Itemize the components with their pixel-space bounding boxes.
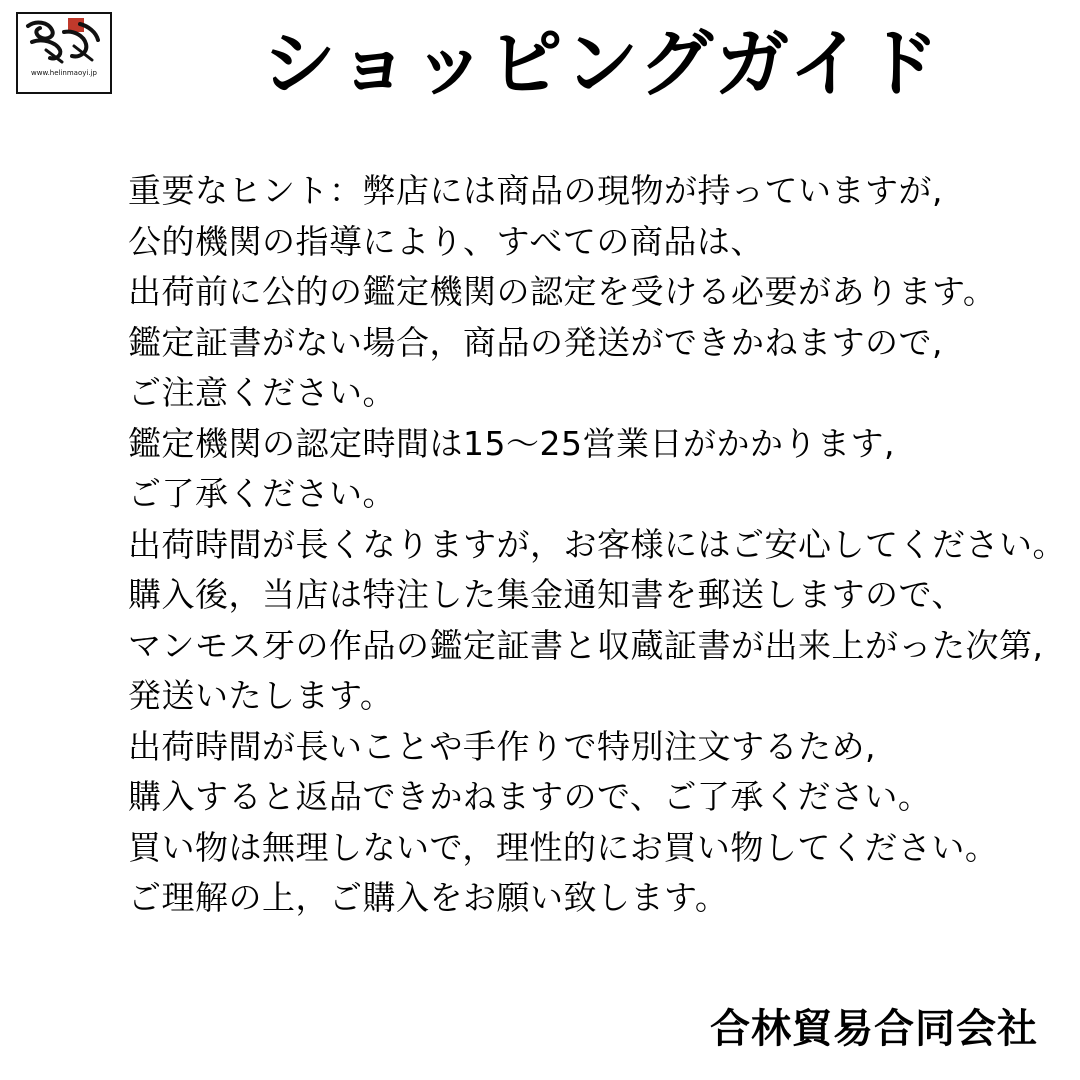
logo-url-text: www.helinmaoyi.jp <box>31 69 97 77</box>
guide-line: 出荷前に公的の鑑定機関の認定を受ける必要があります。 <box>128 272 997 311</box>
guide-line: 鑑定機関の認定時間は15〜25営業日がかかります, <box>128 423 895 463</box>
guide-line: 購入後，当店は特注した集金通知書を郵送しますので、 <box>128 575 965 614</box>
guide-text-block <box>128 166 1066 924</box>
guide-line: 重要なヒント：弊店には商品の現物が持っていますが, <box>128 171 943 210</box>
guide-line: ご理解の上，ご購入をお願い致します。 <box>128 878 729 917</box>
guide-line: 出荷時間が長いことや手作りで特別注文するため, <box>128 726 876 766</box>
guide-line: 出荷時間が長くなりますが，お客様にはご安心してください。 <box>128 524 1066 564</box>
guide-line: ご了承ください。 <box>128 474 396 513</box>
guide-line: 発送いたします。 <box>128 676 394 715</box>
company-logo <box>16 12 112 94</box>
page-header <box>0 0 1080 132</box>
guide-line: 鑑定証書がない場合，商品の発送ができかねますので, <box>128 322 943 362</box>
brush-stroke-seal-icon <box>22 16 106 68</box>
company-name: 合林貿易合同会社 <box>710 1006 1038 1052</box>
guide-line: マンモス牙の作品の鑑定証書と収蔵証書が出来上がった次第, <box>128 625 1044 665</box>
guide-line: 購入すると返品できかねますので、ご了承ください。 <box>128 777 932 816</box>
guide-line: 買い物は無理しないで，理性的にお買い物してください。 <box>128 827 999 867</box>
page-title: ショッピングガイド <box>262 21 941 107</box>
guide-line: 公的機関の指導により、すべての商品は、 <box>128 221 764 261</box>
guide-line: ご注意ください。 <box>128 373 396 412</box>
